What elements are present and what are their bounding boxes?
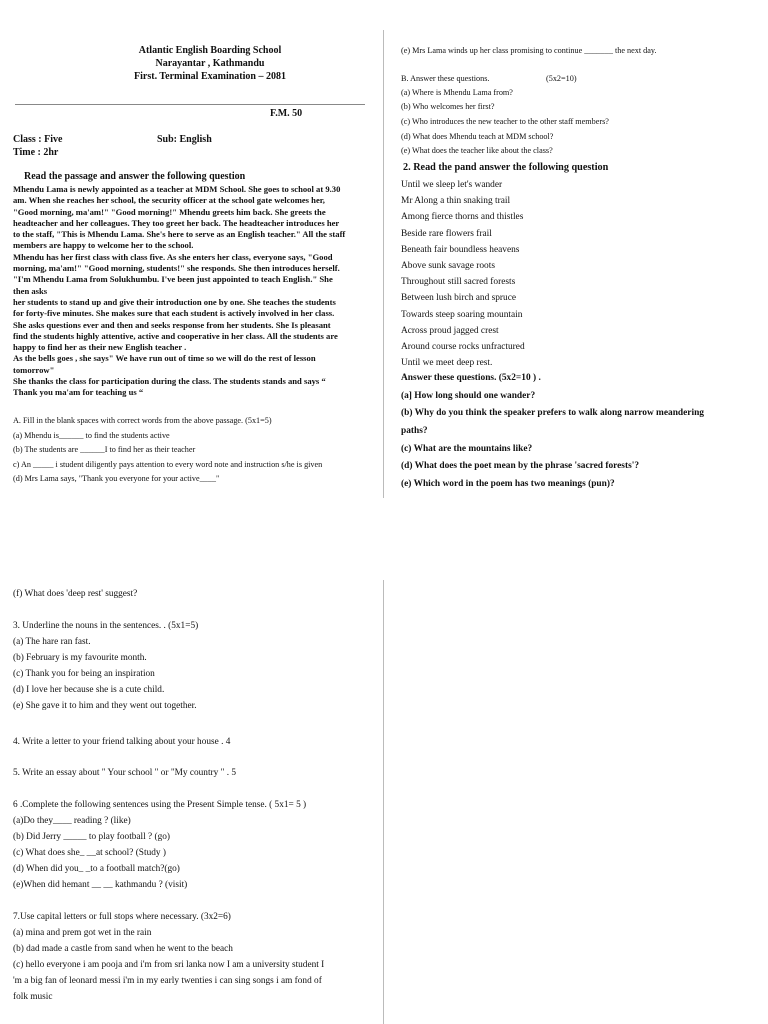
passage-line: her students to stand up and give their introduction one by one. She teaches the students: [13, 296, 336, 307]
passage-line: "I'm Mhendu Lama from Solukhumbu. I've been just appointed to teach English." She: [13, 274, 333, 285]
section6-item: (b) Did Jerry _____ to play football ? (go): [13, 832, 170, 842]
poem-line: Beneath fair boundless heavens: [401, 244, 520, 255]
fill-item: c) An _____ i student diligently pays attention to every word note and instruction s/he is given: [13, 460, 323, 469]
full-marks: F.M. 50: [270, 108, 303, 119]
answer-item: (e) What does the teacher like about the class?: [401, 146, 553, 155]
section3-item: (b) February is my favourite month.: [13, 653, 147, 663]
poem-line: Among fierce thorns and thistles: [401, 212, 524, 223]
fill-item: (e) Mrs Lama winds up her class promising to continue _______ the next day.: [401, 46, 657, 55]
passage-line: Mhendu Lama is newly appointed as a teacher at MDM School. She goes to school at 9.30: [13, 184, 341, 194]
answer-item: (a) Where is Mhendu Lama from?: [401, 88, 513, 97]
questions-heading: Answer these questions. (5x2=10 ) .: [401, 373, 541, 383]
header-rule: [15, 104, 365, 105]
section3-item: (c) Thank you for being an inspiration: [13, 669, 155, 679]
reading-passage: [13, 184, 371, 399]
section5-heading: 5. Write an essay about " Your school " or "My country " . 5: [13, 768, 237, 778]
poem-question-f: (f) What does 'deep rest' suggest?: [13, 589, 138, 599]
section4-heading: 4. Write a letter to your friend talking about your house . 4: [13, 737, 231, 747]
subject-label: Sub: English: [157, 134, 212, 145]
section3-item: (e) She gave it to him and they went out together.: [13, 701, 197, 711]
poem-line: Until we meet deep rest.: [401, 358, 493, 369]
fill-item: (b) The students are ______I to find her as their teacher: [13, 445, 196, 454]
passage-line: "Good morning, ma'am!" "Good morning!" Mhendu greets him back. She greets the: [13, 206, 326, 217]
poem-question: (d) What does the poet mean by the phrase 'sacred forests'?: [401, 461, 640, 471]
poem-line: Beside rare flowers frail: [401, 228, 492, 239]
section6-heading: 6 .Complete the following sentences using the Present Simple tense. ( 5x1= 5 ): [13, 800, 307, 810]
poem-question: (e) Which word in the poem has two meanings (pun)?: [401, 479, 615, 489]
poem-question: (a] How long should one wander?: [401, 391, 536, 401]
fill-item: (a) Mhendu is______ to find the students active: [13, 431, 170, 440]
passage-line: Mhendu has her first class with class five. As she enters her class, everyone says, "Good: [13, 251, 333, 262]
answer-heading: B. Answer these questions.: [401, 74, 490, 83]
answer-item: (c) Who introduces the new teacher to the other staff members?: [401, 117, 609, 126]
poem-line: Around course rocks unfractured: [401, 342, 525, 352]
section7-item: (c) hello everyone i am pooja and i'm from sri lanka now I am a university student I: [13, 960, 325, 970]
passage-line: Thank you ma'am for teaching us “: [13, 387, 144, 398]
passage-line: then asks: [13, 285, 48, 296]
exam-title: First. Terminal Examination – 2081: [134, 71, 286, 82]
section7-item: 'm a big fan of leonard messi i'm in my early twenties i can sing songs i am fond of: [13, 976, 322, 986]
poem-line: Until we sleep let's wander: [401, 180, 503, 190]
school-name: Atlantic English Boarding School: [138, 45, 282, 56]
section7-item: folk music: [13, 992, 53, 1002]
passage-line: happy to find her as their new English teacher .: [13, 342, 187, 353]
poem-line: Throughout still sacred forests: [401, 277, 516, 288]
section6-item: (a)Do they____ reading ? (like): [13, 816, 131, 826]
poem-line: Mr Along a thin snaking trail: [401, 196, 511, 207]
poem-line: Towards steep soaring mountain: [401, 309, 523, 320]
section3-heading: 3. Underline the nouns in the sentences. . (5x1=5): [13, 621, 199, 631]
school-location: Narayantar , Kathmandu: [155, 58, 265, 69]
passage-line: morning, ma'am!" "Good morning, students!" she responds. She then introduces herself.: [13, 263, 340, 274]
answer-marks: (5x2=10): [546, 74, 577, 83]
answer-item: (b) Who welcomes her first?: [401, 102, 495, 111]
fill-item: (d) Mrs Lama says, "Thank you everyone for your active____": [13, 474, 220, 483]
passage-line: am. When she reaches her school, the security officer at the school gate welcomes her,: [13, 195, 325, 206]
section1-heading: Read the passage and answer the following question: [24, 171, 246, 182]
section6-item: (d) When did you_ _to a football match?(go): [13, 864, 180, 874]
column-divider: [383, 580, 384, 1024]
poem-line: Between lush birch and spruce: [401, 293, 517, 304]
section7-item: (b) dad made a castle from sand when he went to the beach: [13, 944, 233, 954]
passage-line: to the staff, "This is Mhendu Lama. She's here to serve as an English teacher." All the staff: [13, 229, 346, 240]
column-divider: [383, 30, 384, 498]
passage-line: tomorrow": [13, 364, 55, 375]
poem-question: (c) What are the mountains like?: [401, 444, 533, 454]
passage-line: As the bells goes , she says" We have run out of time so we will do the rest of lesson: [13, 353, 316, 364]
passage-line: find the students highly attentive, active and cooperative in her class. All the students are: [13, 330, 338, 341]
section3-item: (a) The hare ran fast.: [13, 637, 91, 647]
section7-item: (a) mina and prem got wet in the rain: [13, 928, 152, 938]
class-label: Class : Five: [13, 134, 63, 145]
passage-line: She asks questions ever and then and seeks response from her students. She Is pleasant: [13, 319, 331, 330]
time-label: Time : 2hr: [13, 147, 59, 158]
poem-question: paths?: [401, 426, 428, 436]
section3-item: (d) I love her because she is a cute child.: [13, 685, 165, 695]
section6-item: (c) What does she_ __at school? (Study ): [13, 848, 166, 858]
poem-line: Across proud jagged crest: [401, 325, 499, 336]
poem-question: (b) Why do you think the speaker prefers to walk along narrow meandering: [401, 408, 704, 418]
fill-heading: A. Fill in the blank spaces with correct words from the above passage. (5x1=5): [13, 416, 272, 425]
passage-line: She thanks the class for participation during the class. The students stands and says “: [13, 376, 326, 387]
section2-heading: 2. Read the pand answer the following question: [403, 162, 609, 173]
poem-line: Above sunk savage roots: [401, 261, 495, 271]
section7-heading: 7.Use capital letters or full stops where necessary. (3x2=6): [13, 912, 231, 922]
answer-item: (d) What does Mhendu teach at MDM school?: [401, 132, 554, 141]
passage-line: members are happy to welcome her to the school.: [13, 240, 194, 251]
passage-line: headteacher and her colleagues. They too greet her back. The headteacher introduces her: [13, 217, 340, 228]
section6-item: (e)When did hemant __ __ kathmandu ? (visit): [13, 880, 188, 890]
passage-line: for forty-five minutes. She makes sure that each student is actively involved in her class.: [13, 308, 335, 319]
